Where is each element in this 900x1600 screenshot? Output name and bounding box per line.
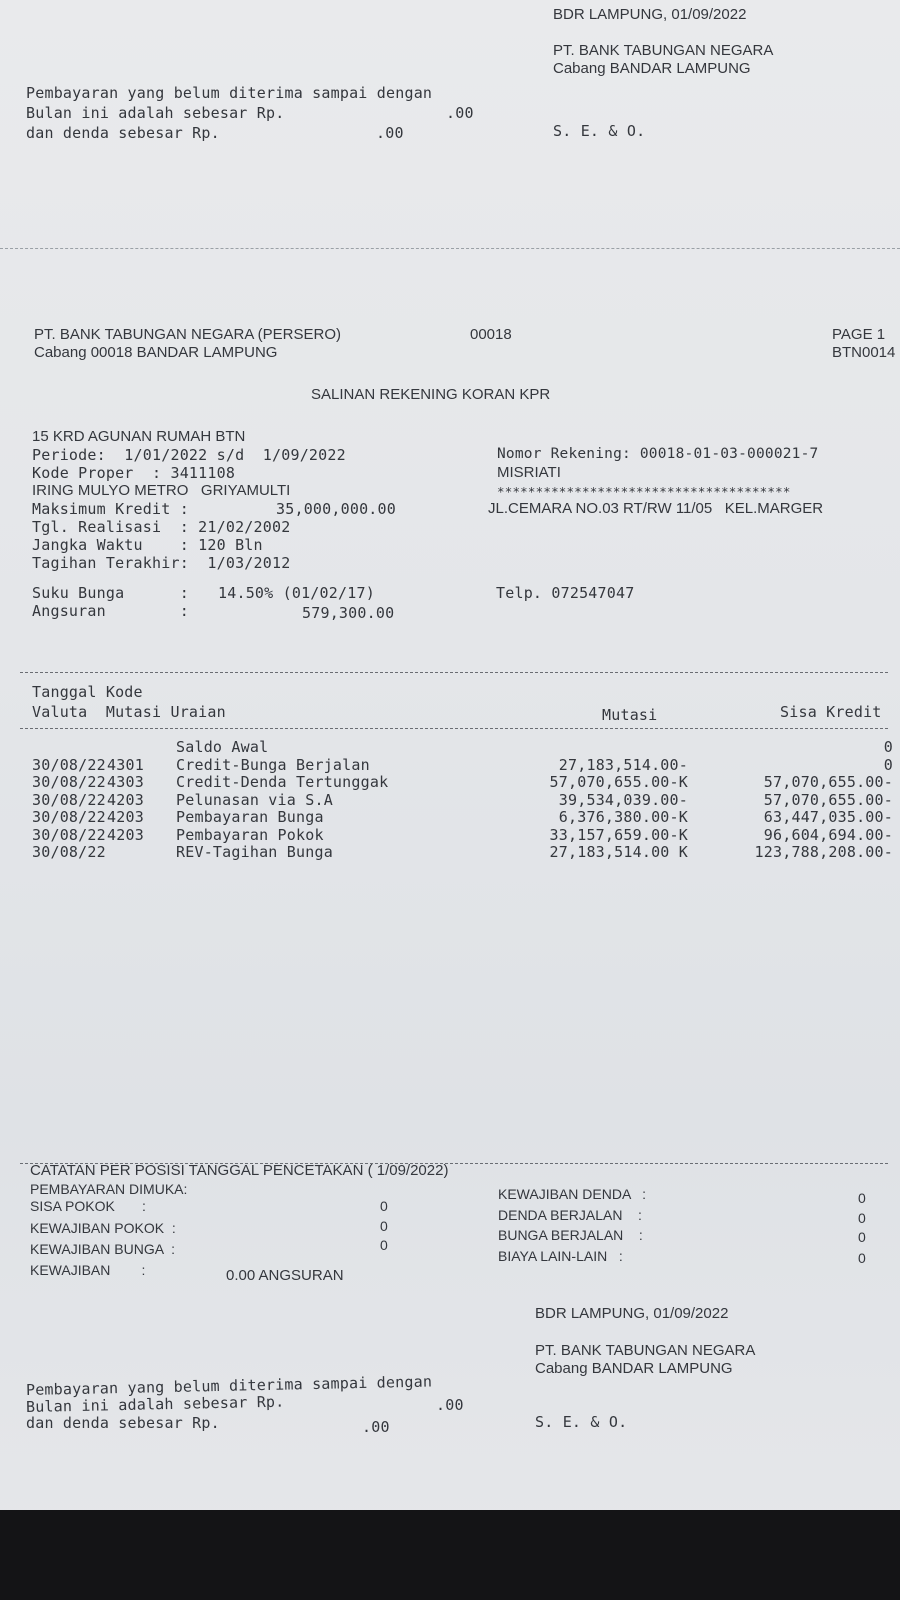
cell-uraian: Pelunasan via S.A	[176, 790, 333, 809]
table-row	[0, 843, 900, 861]
cell-uraian: REV-Tagihan Bunga	[176, 843, 333, 861]
table-row	[0, 773, 900, 791]
cell-tanggal: 30/08/22	[32, 843, 106, 861]
account-angsuran-value: 579,300.00	[302, 604, 395, 622]
cell-mutasi: 27,183,514.00 K	[549, 843, 688, 861]
cell-tanggal: 30/08/22	[32, 773, 106, 791]
top-branch: Cabang BANDAR LAMPUNG	[553, 60, 751, 77]
table-row	[0, 808, 900, 826]
catatan-left-2-value: 0	[380, 1218, 388, 1234]
bottom-fine-label: dan denda sebesar Rp.	[26, 1414, 220, 1432]
top-signature: S. E. & O.	[553, 122, 646, 140]
top-place-date: BDR LAMPUNG, 01/09/2022	[553, 6, 747, 23]
cell-mutasi: 33,157,659.00-K	[549, 825, 688, 844]
account-periode: Periode: 1/01/2022 s/d 1/09/2022	[32, 446, 346, 464]
account-product: 15 KRD AGUNAN RUMAH BTN	[32, 428, 246, 445]
cell-kode: 4203	[107, 790, 144, 809]
table-row	[0, 826, 900, 844]
catatan-right-1-value: 0	[858, 1210, 866, 1226]
catatan-right-2-value: 0	[858, 1229, 866, 1245]
cell-mutasi: 27,183,514.00-	[558, 755, 688, 774]
top-bank-name: PT. BANK TABUNGAN NEGARA	[553, 42, 774, 59]
table-head-rule	[20, 728, 888, 729]
cell-uraian: Credit-Denda Tertunggak	[176, 773, 389, 791]
top-fine-label: dan denda sebesar Rp.	[26, 124, 220, 142]
bottom-fine-value: .00	[362, 1418, 390, 1436]
cell-kode: 4303	[107, 773, 144, 791]
dark-background-edge	[0, 1510, 900, 1600]
cell-sisa-kredit: 123,788,208.00-	[754, 843, 893, 861]
catatan-left-4-value: 0.00 ANGSURAN	[226, 1267, 344, 1284]
catatan-title: CATATAN PER POSISI TANGGAL PENCETAKAN ( 1/09/2022)	[30, 1162, 449, 1179]
cell-tanggal: 30/08/22	[32, 755, 106, 774]
bottom-place-date: BDR LAMPUNG, 01/09/2022	[535, 1305, 729, 1322]
cell-kode: 4301	[107, 755, 144, 774]
cell-sisa-kredit: 57,070,655.00-	[763, 790, 893, 809]
catatan-right-1-label: DENDA BERJALAN :	[498, 1207, 642, 1223]
cell-sisa-kredit: 0	[883, 738, 893, 756]
top-unpaid-line2-label: Bulan ini adalah sebesar Rp.	[26, 104, 285, 122]
catatan-left-1-value: 0	[380, 1198, 388, 1214]
account-maks-label: Maksimum Kredit :	[32, 500, 189, 518]
catatan-left-2-label: KEWAJIBAN POKOK :	[30, 1220, 176, 1236]
account-suku-label: Suku Bunga :	[32, 584, 189, 602]
table-head-line1: Tanggal Kode	[32, 683, 143, 701]
header-code: 00018	[470, 326, 512, 343]
bottom-unpaid-line2-value: .00	[436, 1396, 464, 1414]
cell-sisa-kredit: 0	[883, 755, 893, 774]
cell-sisa-kredit: 57,070,655.00-	[763, 773, 893, 791]
header-form-code: BTN0014	[832, 344, 896, 361]
tear-line	[0, 248, 900, 249]
catatan-right-0-label: KEWAJIBAN DENDA :	[498, 1186, 647, 1202]
table-head-line2: Valuta Mutasi Uraian	[32, 703, 226, 721]
catatan-right-3-label: BIAYA LAIN-LAIN :	[498, 1248, 623, 1264]
account-nomor-rekening: Nomor Rekening: 00018-01-03-000021-7	[497, 446, 819, 462]
catatan-right-3-value: 0	[858, 1250, 866, 1266]
cell-mutasi: 39,534,039.00-	[558, 790, 688, 809]
bottom-signature: S. E. & O.	[535, 1413, 628, 1431]
account-angsuran-label: Angsuran :	[32, 602, 189, 620]
account-maks-value: 35,000,000.00	[276, 500, 396, 518]
table-top-rule	[20, 672, 888, 673]
account-project: IRING MULYO METRO GRIYAMULTI	[32, 482, 291, 499]
catatan-left-4-label: KEWAJIBAN :	[30, 1262, 146, 1278]
cell-tanggal: 30/08/22	[32, 790, 106, 809]
account-suku-value: 14.50% (01/02/17)	[218, 584, 375, 602]
table-row	[0, 738, 900, 756]
account-nama: MISRIATI	[497, 464, 561, 481]
catatan-right-0-value: 0	[858, 1190, 866, 1206]
catatan-left-3-value: 0	[380, 1237, 388, 1253]
cell-uraian: Saldo Awal	[176, 738, 269, 756]
header-branch: Cabang 00018 BANDAR LAMPUNG	[34, 344, 278, 361]
catatan-left-0-label: PEMBAYARAN DIMUKA:	[30, 1181, 188, 1197]
account-stars: **************************************	[497, 484, 791, 499]
cell-mutasi: 6,376,380.00-K	[558, 808, 688, 826]
cell-kode: 4203	[107, 825, 144, 844]
header-bank: PT. BANK TABUNGAN NEGARA (PERSERO)	[34, 326, 342, 343]
catatan-left-3-label: KEWAJIBAN BUNGA :	[30, 1241, 175, 1257]
page-title: SALINAN REKENING KORAN KPR	[311, 386, 551, 403]
cell-uraian: Pembayaran Pokok	[176, 825, 324, 844]
top-unpaid-line2-value: .00	[446, 104, 474, 122]
header-page: PAGE 1	[832, 326, 886, 343]
account-realisasi: Tgl. Realisasi : 21/02/2002	[32, 518, 291, 536]
bottom-bank-name: PT. BANK TABUNGAN NEGARA	[535, 1342, 756, 1359]
cell-mutasi: 57,070,655.00-K	[549, 773, 688, 791]
table-row	[0, 756, 900, 774]
catatan-left-1-label: SISA POKOK :	[30, 1198, 146, 1214]
table-col-sisa: Sisa Kredit	[780, 703, 882, 721]
cell-uraian: Credit-Bunga Berjalan	[176, 755, 370, 774]
catatan-right-2-label: BUNGA BERJALAN :	[498, 1227, 643, 1243]
bottom-unpaid-line1: Pembayaran yang belum diterima sampai dengan	[25, 1372, 433, 1399]
table-col-mutasi: Mutasi	[602, 706, 658, 724]
account-tagihan: Tagihan Terakhir: 1/03/2012	[32, 554, 291, 572]
cell-sisa-kredit: 63,447,035.00-	[763, 808, 893, 826]
account-jangka: Jangka Waktu : 120 Bln	[32, 536, 263, 554]
cell-sisa-kredit: 96,604,694.00-	[763, 825, 893, 844]
top-fine-value: .00	[376, 124, 404, 142]
cell-kode: 4203	[107, 808, 144, 826]
account-alamat: JL.CEMARA NO.03 RT/RW 11/05 KEL.MARGER	[488, 500, 824, 517]
top-unpaid-line1: Pembayaran yang belum diterima sampai dengan	[26, 84, 433, 102]
bottom-branch: Cabang BANDAR LAMPUNG	[535, 1360, 733, 1377]
account-kode-proper: Kode Proper : 3411108	[32, 464, 236, 482]
bottom-unpaid-line2-label: Bulan ini adalah sebesar Rp.	[25, 1392, 285, 1416]
account-telp: Telp. 072547047	[496, 584, 635, 602]
cell-uraian: Pembayaran Bunga	[176, 808, 324, 826]
cell-tanggal: 30/08/22	[32, 825, 106, 844]
cell-tanggal: 30/08/22	[32, 808, 106, 826]
table-row	[0, 791, 900, 809]
